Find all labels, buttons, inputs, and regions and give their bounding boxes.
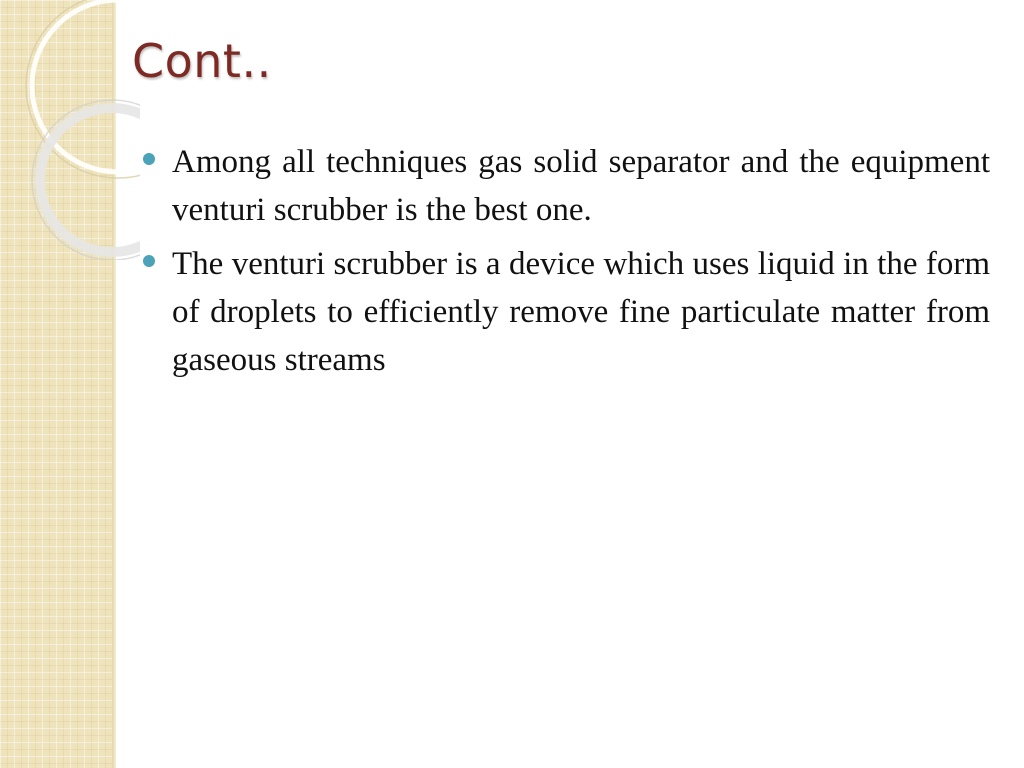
decorative-rings [0, 0, 140, 260]
bullet-list [140, 138, 990, 390]
bullet-text: The venturi scrubber is a device which uses liquid in the form of droplets to efficiently remove fine particulate matter from gaseous streams [172, 246, 990, 378]
bullet-text: Among all techniques gas solid separator and the equipment venturi scrubber is the best one. [172, 144, 990, 228]
bullet-dot-icon [143, 153, 155, 165]
bullet-dot-icon [143, 255, 155, 267]
bullet-item [140, 138, 990, 234]
bullet-item [140, 240, 990, 384]
slide-title: Cont.. [132, 34, 272, 88]
